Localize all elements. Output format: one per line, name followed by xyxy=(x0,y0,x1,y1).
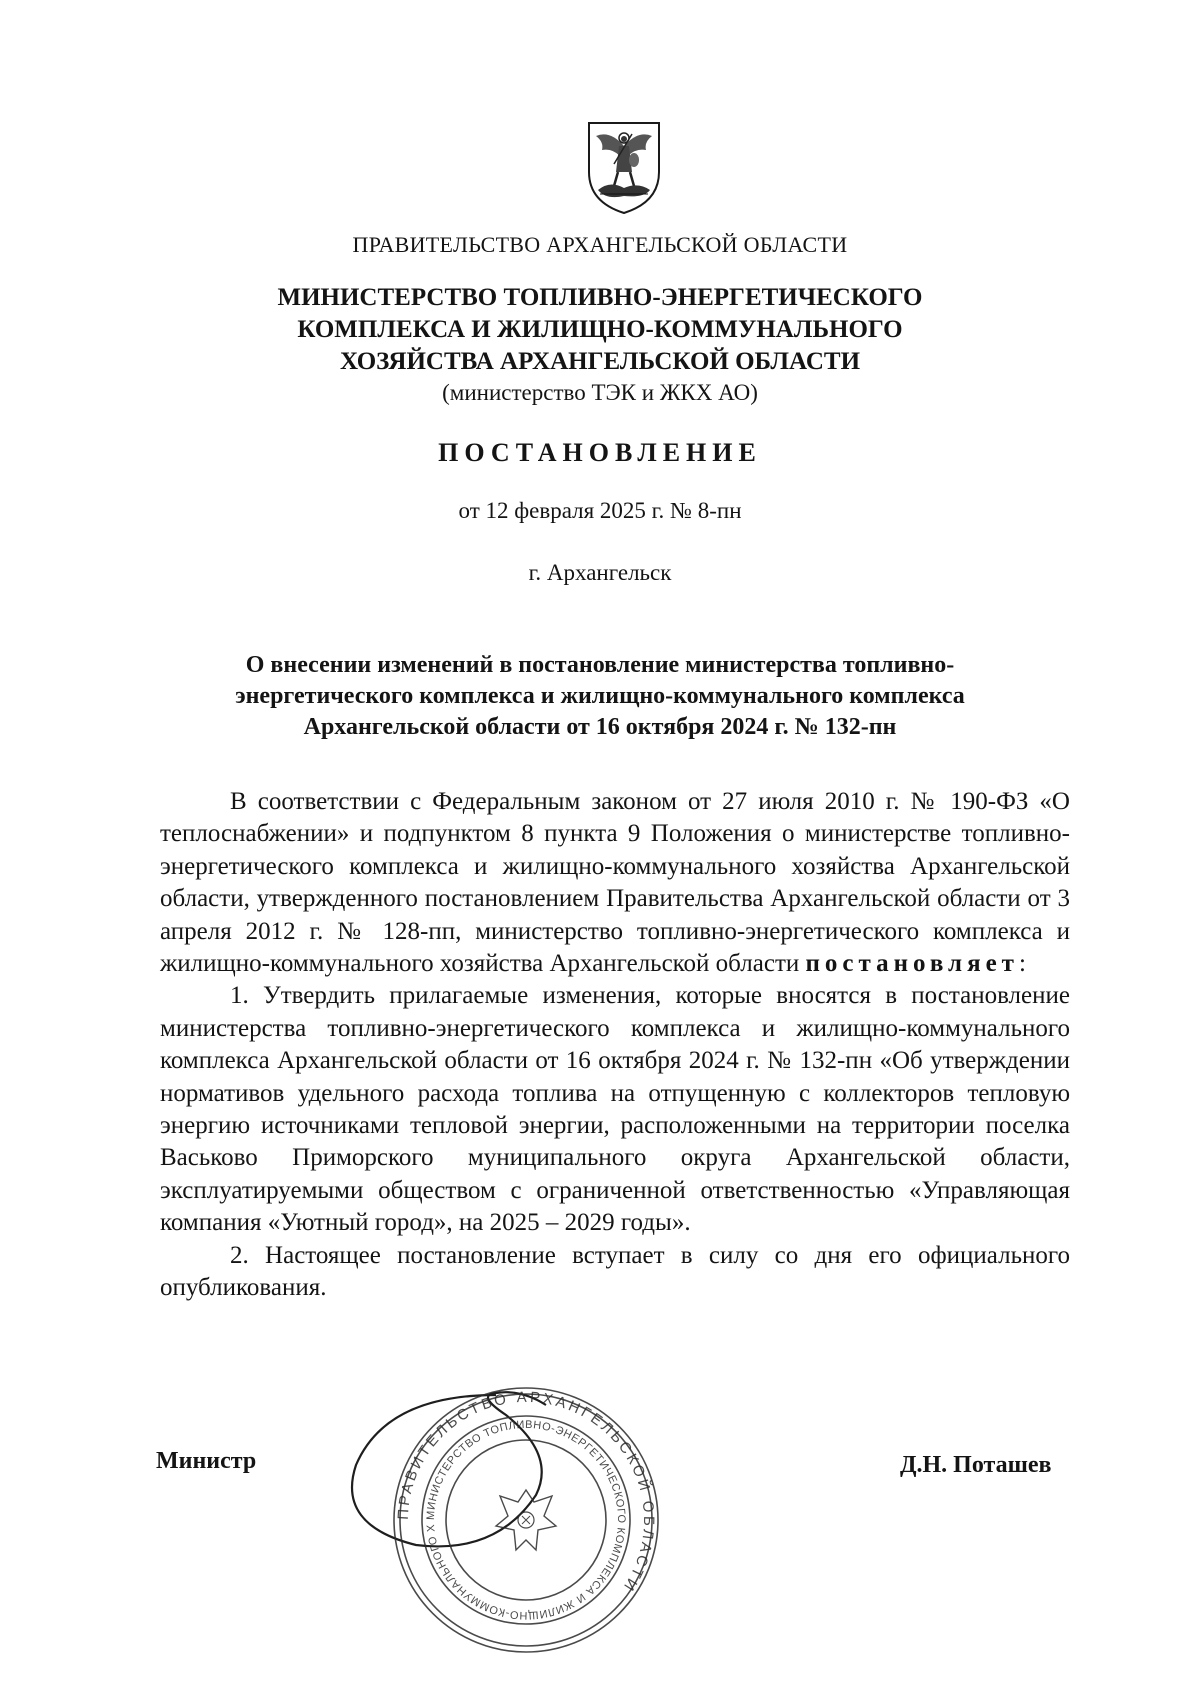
subject-line: Архангельской области от 16 октября 2024 г. № 132-пн xyxy=(303,714,897,740)
official-stamp xyxy=(346,1355,726,1685)
document-body xyxy=(160,786,1070,1305)
coat-of-arms-emblem xyxy=(586,120,662,216)
signature-title: Министр xyxy=(156,1448,257,1474)
preamble-paragraph xyxy=(160,786,1070,980)
subject-line: О внесении изменений в постановление министерства топливно- xyxy=(245,652,955,678)
government-name: ПРАВИТЕЛЬСТВО АРХАНГЕЛЬСКОЙ ОБЛАСТИ xyxy=(352,232,848,257)
stamp-outer-text: ПРАВИТЕЛЬСТВО АРХАНГЕЛЬСКОЙ ОБЛАСТИ xyxy=(394,1388,658,1597)
resolves-word: постановляет xyxy=(805,950,1019,978)
stamp-eagle-emblem xyxy=(496,1490,556,1550)
ministry-name-line: ХОЗЯЙСТВА АРХАНГЕЛЬСКОЙ ОБЛАСТИ xyxy=(339,348,861,375)
clause-2: 2. Настоящее постановление вступает в силу со дня его официального опубликования. xyxy=(160,1241,1070,1302)
signature-name: Д.Н. Поташев xyxy=(900,1452,1052,1478)
ministry-abbreviation: (министерство ТЭК и ЖКХ АО) xyxy=(442,380,758,405)
document-date-number: от 12 февраля 2025 г. № 8-пн xyxy=(458,498,742,523)
resolves-colon: : xyxy=(1018,950,1026,978)
document-city: г. Архангельск xyxy=(528,560,672,585)
document-type: ПОСТАНОВЛЕНИЕ xyxy=(438,438,762,467)
subject-line: энергетического комплекса и жилищно-коммунального комплекса xyxy=(235,683,965,709)
preamble-text: В соответствии с Федеральным законом от 27 июля 2010 г. № 190-ФЗ «О теплоснабжении» и подпунктом 8 пункта 9 Положения о министерстве топливно-энергетического комплекса и жилищно-коммунального хозяйства Архангельской области, утвержденного постановлением Правительства Архангельской области от 3 апреля 2012 г. № 128-пп, министерство топливно-энергетического комплекса и жилищно-коммунального хозяйства Архангельской области xyxy=(160,788,1070,978)
document-subject xyxy=(0,650,1200,743)
ministry-name xyxy=(0,282,1200,378)
clause-1: 1. Утвердить прилагаемые изменения, которые вносятся в постановление министерства топливно-энергетического комплекса и жилищно-коммунального комплекса Архангельской области от 16 октября 2024 г. № 132-пн «Об утверждении нормативов удельного расхода топлива на отпущенную с коллекторов тепловую энергию источниками тепловой энергии, расположенными на территории поселка Васьково Приморского муниципального округа Архангельской области, эксплуатируемыми обществом с ограниченной ответственностью «Управляющая компания «Уютный город», на 2025 – 2029 годы». xyxy=(160,982,1070,1237)
stamp-inner-text: МИНИСТЕРСТВО ТОПЛИВНО-ЭНЕРГЕТИЧЕСКОГО КОМПЛЕКСА И ЖИЛИЩНО-КОММУНАЛЬНОГО Х xyxy=(424,1418,628,1622)
ministry-name-line: МИНИСТЕРСТВО ТОПЛИВНО-ЭНЕРГЕТИЧЕСКОГО xyxy=(277,284,923,311)
ministry-name-line: КОМПЛЕКСА И ЖИЛИЩНО-КОММУНАЛЬНОГО xyxy=(297,316,903,343)
